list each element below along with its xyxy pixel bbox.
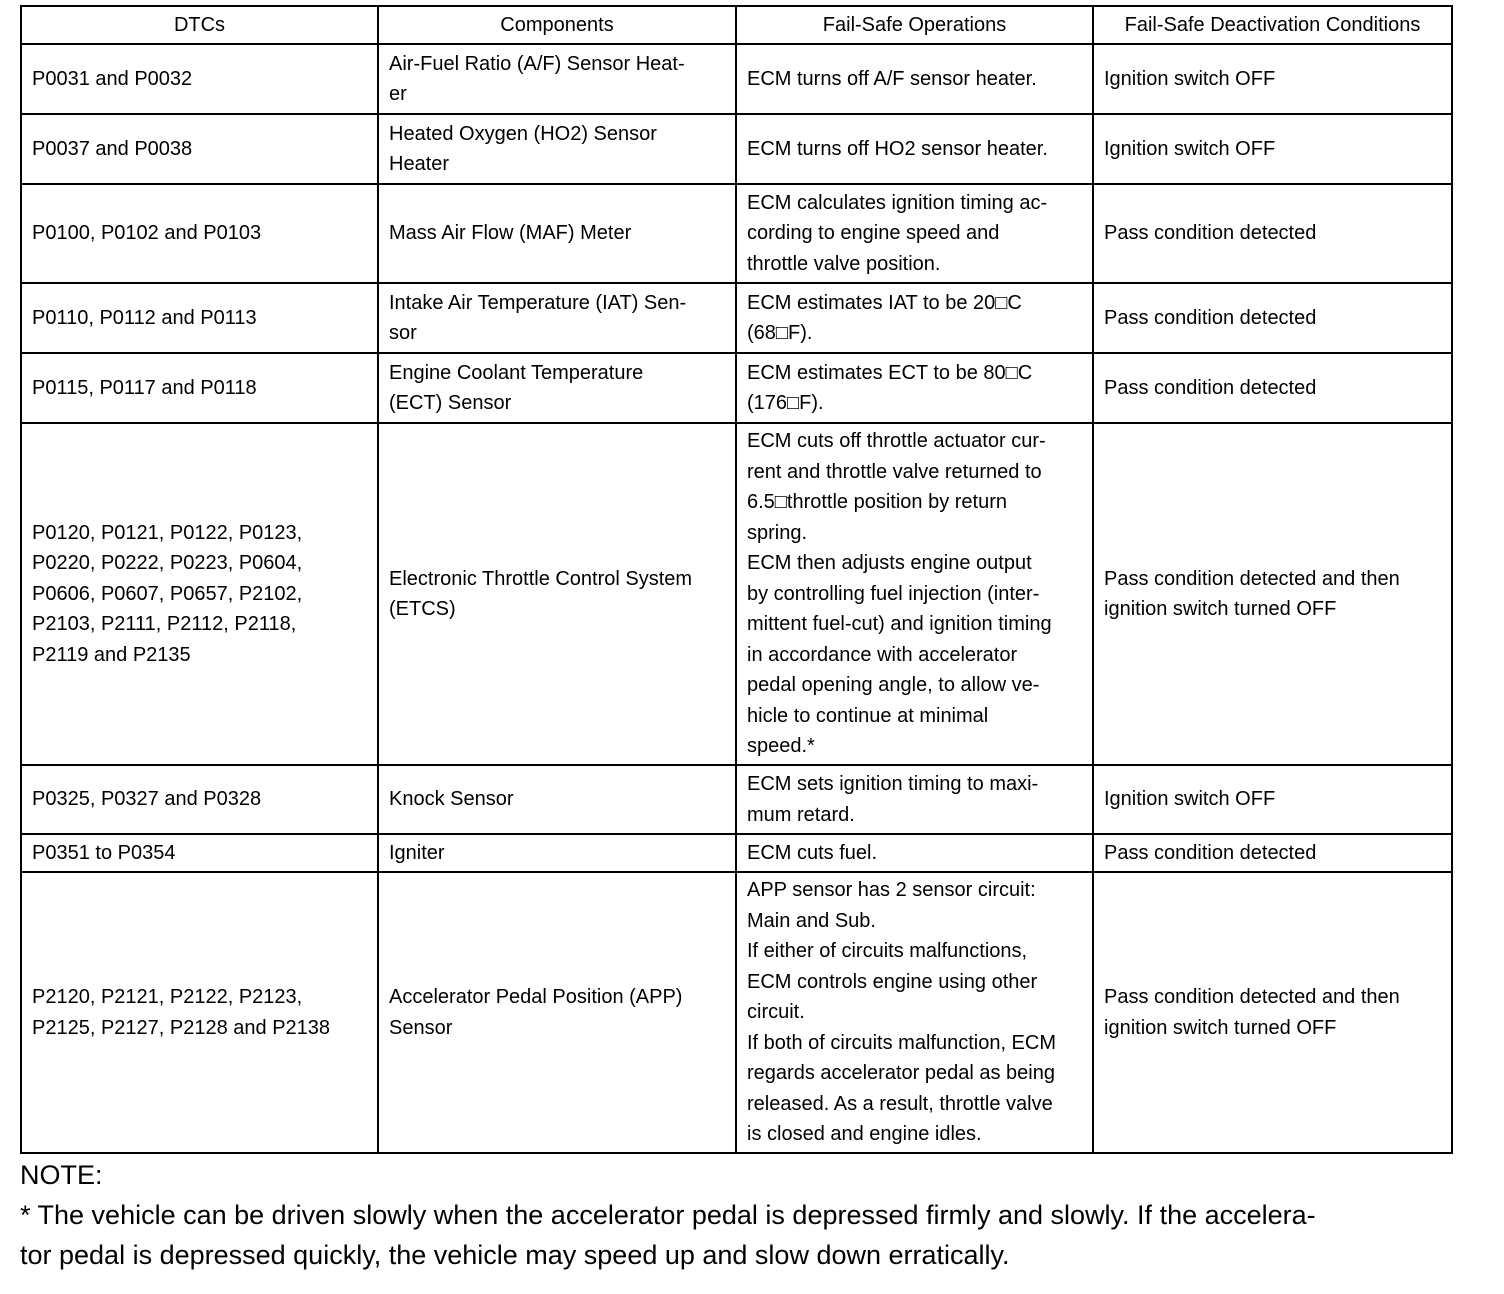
dtc-cell [21, 834, 378, 872]
deactivation-text: Pass condition detected [1104, 222, 1317, 245]
fail-safe-table [20, 5, 1453, 1154]
component-cell [378, 184, 736, 283]
note-section [20, 1155, 1460, 1275]
dtc-text: P2120, P2121, P2122, P2123, P2125, P2127, P2128 and P2138 [32, 986, 331, 1039]
component-text: Igniter [389, 841, 445, 864]
operation-cell [736, 283, 1093, 353]
deactivation-cell [1093, 44, 1452, 114]
deactivation-text: Pass condition detected and then ignition switch turned OFF [1104, 986, 1400, 1039]
operation-text: ECM turns off HO2 sensor heater. [747, 137, 1048, 160]
component-cell [378, 872, 736, 1153]
dtc-text: P0351 to P0354 [32, 841, 176, 864]
dtc-text: P0100, P0102 and P0103 [32, 222, 262, 245]
component-text: Accelerator Pedal Position (APP) Sensor [389, 986, 683, 1039]
operation-text: APP sensor has 2 sensor circuit: Main and Sub. If either of circuits malfunctions, ECM controls engine using other circuit. If both of circuits malfunction, ECM regards accelerator pedal as being released. As a result, throttle valve is closed and engine idles. [747, 879, 1057, 1146]
header-fail-safe-deactivation: Fail-Safe Deactivation Conditions [1093, 6, 1452, 44]
deactivation-text: Pass condition detected [1104, 376, 1317, 399]
operation-cell [736, 423, 1093, 765]
deactivation-cell [1093, 283, 1452, 353]
table-row [21, 184, 1452, 283]
operation-text: ECM sets ignition timing to maxi- mum retard. [747, 773, 1039, 826]
operation-text: ECM turns off A/F sensor heater. [747, 67, 1037, 90]
deactivation-cell [1093, 423, 1452, 765]
dtc-text: P0115, P0117 and P0118 [32, 376, 257, 399]
deactivation-text: Ignition switch OFF [1104, 788, 1276, 811]
deactivation-text: Pass condition detected [1104, 306, 1317, 329]
deactivation-text: Pass condition detected and then ignition switch turned OFF [1104, 567, 1400, 620]
component-text: Knock Sensor [389, 788, 514, 811]
component-cell [378, 114, 736, 184]
table-row [21, 353, 1452, 423]
deactivation-cell [1093, 114, 1452, 184]
deactivation-cell [1093, 184, 1452, 283]
dtc-text: P0037 and P0038 [32, 137, 193, 160]
dtc-cell [21, 114, 378, 184]
operation-text: ECM estimates IAT to be 20□C (68□F). [747, 291, 1022, 344]
component-text: Engine Coolant Temperature (ECT) Sensor [389, 361, 644, 414]
operation-cell [736, 184, 1093, 283]
deactivation-cell [1093, 353, 1452, 423]
component-text: Mass Air Flow (MAF) Meter [389, 222, 632, 245]
dtc-cell [21, 765, 378, 834]
operation-cell [736, 834, 1093, 872]
dtc-text: P0031 and P0032 [32, 67, 193, 90]
component-text: Air-Fuel Ratio (A/F) Sensor Heat- er [389, 52, 685, 105]
dtc-cell [21, 423, 378, 765]
operation-cell [736, 872, 1093, 1153]
component-cell [378, 423, 736, 765]
deactivation-text: Ignition switch OFF [1104, 67, 1276, 90]
component-cell [378, 834, 736, 872]
dtc-cell [21, 353, 378, 423]
deactivation-cell [1093, 765, 1452, 834]
operation-text: ECM estimates ECT to be 80□C (176□F). [747, 361, 1033, 414]
dtc-cell [21, 283, 378, 353]
dtc-text: P0110, P0112 and P0113 [32, 306, 257, 329]
component-cell [378, 765, 736, 834]
header-components: Components [378, 6, 736, 44]
operation-cell [736, 765, 1093, 834]
operation-cell [736, 353, 1093, 423]
header-dtcs: DTCs [21, 6, 378, 44]
header-fail-safe-operations: Fail-Safe Operations [736, 6, 1093, 44]
deactivation-text: Ignition switch OFF [1104, 137, 1276, 160]
table-row [21, 44, 1452, 114]
component-cell [378, 353, 736, 423]
component-cell [378, 44, 736, 114]
table-row [21, 872, 1452, 1153]
component-text: Electronic Throttle Control System (ETCS) [389, 567, 693, 620]
dtc-text: P0120, P0121, P0122, P0123, P0220, P0222, P0223, P0604, P0606, P0607, P0657, P2102, P2103, P2111, P2112, P2118, P2119 and P2135 [32, 521, 303, 666]
deactivation-cell [1093, 872, 1452, 1153]
table-header-row [21, 6, 1452, 44]
operation-text: ECM cuts off throttle actuator cur- rent and throttle valve returned to 6.5□throttle position by return spring. ECM then adjusts engine output by controlling fuel injection (inter- mittent fuel-cut) and ignition timing in accordance with accelerator pedal opening angle, to allow ve- hicle to continue at minimal speed.* [747, 430, 1052, 758]
table-row [21, 765, 1452, 834]
dtc-cell [21, 872, 378, 1153]
component-text: Intake Air Temperature (IAT) Sen- sor [389, 291, 687, 344]
component-text: Heated Oxygen (HO2) Sensor Heater [389, 122, 657, 175]
note-heading: NOTE: [20, 1160, 103, 1190]
note-text: * The vehicle can be driven slowly when the accelerator pedal is depressed firmly and slowly. If the accelera- tor pedal is depressed quickly, the vehicle may speed up and slow down erratically. [20, 1200, 1316, 1270]
table-row [21, 114, 1452, 184]
component-cell [378, 283, 736, 353]
operation-cell [736, 114, 1093, 184]
dtc-text: P0325, P0327 and P0328 [32, 788, 262, 811]
deactivation-cell [1093, 834, 1452, 872]
table-row [21, 834, 1452, 872]
table-row [21, 283, 1452, 353]
operation-text: ECM calculates ignition timing ac- cording to engine speed and throttle valve position. [747, 191, 1048, 275]
deactivation-text: Pass condition detected [1104, 841, 1317, 864]
operation-text: ECM cuts fuel. [747, 841, 878, 864]
operation-cell [736, 44, 1093, 114]
dtc-cell [21, 44, 378, 114]
dtc-cell [21, 184, 378, 283]
table-row [21, 423, 1452, 765]
